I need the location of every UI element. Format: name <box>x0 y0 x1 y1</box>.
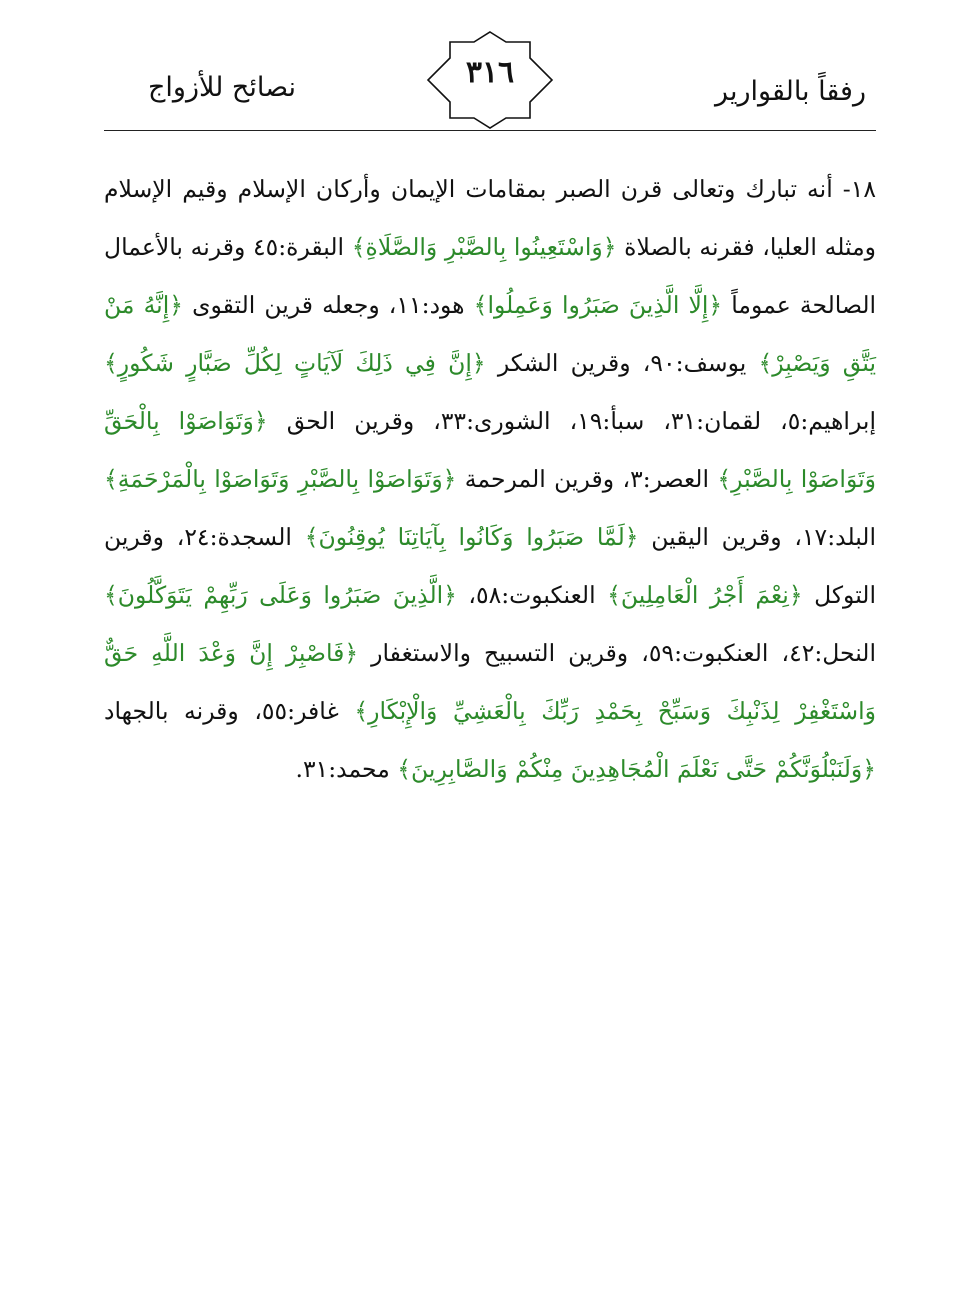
body-text: إبراهيم:٥، لقمان:٣١، سبأ:١٩، الشورى:٣٣، وقرين الحق <box>267 407 876 435</box>
body-text: السجدة:٢٤، وقرين التوكل <box>104 523 876 609</box>
book-title: رفقاً بالقوارير <box>715 76 866 107</box>
quran-verse: ﴿وَاسْتَعِينُوا بِالصَّبْرِ وَالصَّلَاةِ﴾ <box>351 233 617 261</box>
header-divider <box>104 130 876 131</box>
quran-verse: ﴿فَاصْبِرْ إِنَّ وَعْدَ اللَّهِ حَقٌّ وَاسْتَغْفِرْ لِذَنْبِكَ وَسَبِّحْ بِحَمْدِ رَبِّكَ بِالْعَشِيِّ وَالْإِبْكَارِ﴾ <box>104 639 877 725</box>
body-text: محمد:٣١. <box>295 755 398 783</box>
quran-verse: ﴿لَمَّا صَبَرُوا وَكَانُوا بِآيَاتِنَا يُوقِنُونَ﴾ <box>304 523 639 551</box>
quran-verse: ﴿الَّذِينَ صَبَرُوا وَعَلَى رَبِّهِمْ يَتَوَكَّلُونَ﴾ <box>104 581 457 609</box>
page-number: ٣١٦ <box>465 55 515 90</box>
body-text: البلد:١٧، وقرين اليقين <box>638 523 877 551</box>
chapter-title: نصائح للأزواج <box>148 72 297 103</box>
body-text: ١٨- أنه تبارك وتعالى قرن الصبر بمقامات الإيمان وأركان الإسلام وقيم الإسلام ومثله العليا، فقرنه بالصلاة <box>104 175 877 261</box>
quran-verse: ﴿إِلَّا الَّذِينَ صَبَرُوا وَعَمِلُوا﴾ <box>473 291 723 319</box>
quran-verse: ﴿وَتَوَاصَوْا بِالصَّبْرِ وَتَوَاصَوْا بِالْمَرْحَمَةِ﴾ <box>104 465 457 493</box>
body-text: النحل:٤٢، العنكبوت:٥٩، وقرين التسبيح والاستغفار <box>358 639 876 667</box>
quran-verse: ﴿إِنَّ فِي ذَلِكَ لَآيَاتٍ لِكُلِّ صَبَّارٍ شَكُورٍ﴾ <box>104 349 486 377</box>
quran-verse: ﴿إِنَّهُ مَنْ يَتَّقِ وَيَصْبِرْ﴾ <box>104 291 876 377</box>
quran-verse: ﴿نِعْمَ أَجْرُ الْعَامِلِينَ﴾ <box>607 581 803 609</box>
quran-verse: ﴿وَلَنَبْلُوَنَّكُمْ حَتَّى نَعْلَمَ الْمُجَاهِدِينَ مِنْكُمْ وَالصَّابِرِينَ﴾ <box>397 755 876 783</box>
page-number-badge <box>424 30 556 130</box>
body-text: البقرة:٤٥ وقرنه بالأعمال الصالحة عموماً <box>104 233 877 319</box>
body-text: غافر:٥٥، وقرنه بالجهاد <box>104 697 355 725</box>
body-paragraph <box>104 160 876 798</box>
body-text: هود:١١، وجعله قرين التقوى <box>183 291 474 319</box>
body-text: يوسف:٩٠، وقرين الشكر <box>485 349 759 377</box>
quran-verse: ﴿وَتَوَاصَوْا بِالْحَقِّ وَتَوَاصَوْا بِالصَّبْرِ﴾ <box>104 407 876 493</box>
body-text: العنكبوت:٥٨، <box>456 581 608 609</box>
page-header <box>104 30 876 130</box>
body-text: العصر:٣، وقرين المرحمة <box>456 465 718 493</box>
